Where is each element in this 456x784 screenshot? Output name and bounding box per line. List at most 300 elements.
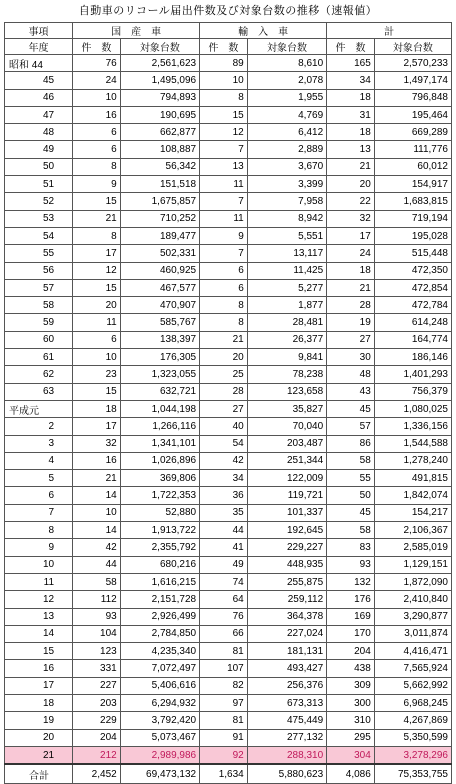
imported-units-cell: 288,310 [247, 746, 326, 764]
total-units-cell: 4,416,471 [374, 643, 451, 660]
table-row [5, 729, 452, 746]
total-units-cell: 1,544,588 [374, 435, 451, 452]
total-units-cell: 186,146 [374, 349, 451, 366]
table-row [5, 452, 452, 469]
table-row [5, 625, 452, 642]
domestic-units-cell: 1,266,116 [120, 418, 199, 435]
year-cell: 52 [5, 193, 73, 210]
total-units-cell: 2,570,233 [374, 55, 451, 72]
domestic-units-cell: 52,880 [120, 504, 199, 521]
total-units-cell: 1,497,174 [374, 72, 451, 89]
year-cell: 9 [5, 539, 73, 556]
imported-units-cell: 5,277 [247, 279, 326, 296]
header-year: 年度 [5, 39, 73, 55]
imported-count-cell: 76 [200, 608, 248, 625]
year-cell: 47 [5, 106, 73, 123]
year-cell: 10 [5, 556, 73, 573]
imported-units-cell: 251,344 [247, 452, 326, 469]
total-units-cell: 1,278,240 [374, 452, 451, 469]
year-cell: 13 [5, 608, 73, 625]
header-item: 事項 [5, 23, 73, 39]
domestic-count-cell: 15 [73, 279, 121, 296]
total-label: 合計 [5, 764, 73, 784]
year-cell: 55 [5, 245, 73, 262]
imported-units-cell: 26,377 [247, 331, 326, 348]
domestic-units-cell: 2,926,499 [120, 608, 199, 625]
domestic-units-cell: 1,616,215 [120, 573, 199, 590]
imported-count-cell: 25 [200, 366, 248, 383]
table-row [5, 400, 452, 417]
imported-count-cell: 15 [200, 106, 248, 123]
total-units-cell: 1,842,074 [374, 487, 451, 504]
total-count-cell: 20 [327, 176, 375, 193]
year-cell: 6 [5, 487, 73, 504]
domestic-count-cell: 6 [73, 124, 121, 141]
imported-count-cell: 27 [200, 400, 248, 417]
domestic-units-cell: 2,151,728 [120, 591, 199, 608]
table-row [5, 89, 452, 106]
table-footer [5, 764, 452, 784]
table-row [5, 262, 452, 279]
imported-units-cell: 122,009 [247, 470, 326, 487]
total-units-cell: 3,011,874 [374, 625, 451, 642]
year-cell: 63 [5, 383, 73, 400]
page-title: 自動車のリコール届出件数及び対象台数の推移（速報値） [78, 4, 378, 17]
domestic-units-cell: 56,342 [120, 158, 199, 175]
domestic-count-cell: 15 [73, 383, 121, 400]
header-domestic-units: 対象台数 [120, 39, 199, 55]
imported-count-cell: 92 [200, 746, 248, 764]
table-row [5, 539, 452, 556]
domestic-count-cell: 6 [73, 331, 121, 348]
year-cell: 61 [5, 349, 73, 366]
imported-count-cell: 49 [200, 556, 248, 573]
imported-units-cell: 2,078 [247, 72, 326, 89]
table-row [5, 660, 452, 677]
domestic-count-cell: 44 [73, 556, 121, 573]
imported-count-cell: 64 [200, 591, 248, 608]
domestic-count-cell: 24 [73, 72, 121, 89]
imported-count-cell: 21 [200, 331, 248, 348]
total-units-cell: 1,683,815 [374, 193, 451, 210]
total-total-units: 75,353,755 [374, 764, 451, 784]
domestic-count-cell: 6 [73, 141, 121, 158]
domestic-count-cell: 21 [73, 470, 121, 487]
total-row [5, 764, 452, 784]
table-row [5, 366, 452, 383]
domestic-units-cell: 151,518 [120, 176, 199, 193]
table-row [5, 470, 452, 487]
total-units-cell: 154,917 [374, 176, 451, 193]
total-count-cell: 170 [327, 625, 375, 642]
imported-units-cell: 28,481 [247, 314, 326, 331]
total-count-cell: 304 [327, 746, 375, 764]
imported-count-cell: 11 [200, 176, 248, 193]
total-count-cell: 18 [327, 124, 375, 141]
total-count-cell: 86 [327, 435, 375, 452]
table-row [5, 712, 452, 729]
total-units-cell: 60,012 [374, 158, 451, 175]
table-row [5, 141, 452, 158]
imported-units-cell: 673,313 [247, 694, 326, 711]
total-count-cell: 31 [327, 106, 375, 123]
table-row [5, 245, 452, 262]
imported-units-cell: 3,399 [247, 176, 326, 193]
domestic-count-cell: 331 [73, 660, 121, 677]
total-units-cell: 7,565,924 [374, 660, 451, 677]
header-domestic: 国 産 車 [73, 23, 200, 39]
imported-units-cell: 6,412 [247, 124, 326, 141]
total-count-cell: 83 [327, 539, 375, 556]
domestic-count-cell: 76 [73, 55, 121, 72]
year-cell: 58 [5, 297, 73, 314]
domestic-count-cell: 204 [73, 729, 121, 746]
total-units-cell: 1,129,151 [374, 556, 451, 573]
domestic-count-cell: 10 [73, 349, 121, 366]
domestic-count-cell: 16 [73, 106, 121, 123]
domestic-count-cell: 17 [73, 245, 121, 262]
domestic-units-cell: 3,792,420 [120, 712, 199, 729]
header-total-count: 件 数 [327, 39, 375, 55]
domestic-units-cell: 680,216 [120, 556, 199, 573]
domestic-count-cell: 14 [73, 487, 121, 504]
domestic-count-cell: 229 [73, 712, 121, 729]
domestic-units-cell: 662,877 [120, 124, 199, 141]
imported-count-cell: 11 [200, 210, 248, 227]
imported-units-cell: 35,827 [247, 400, 326, 417]
table-row [5, 314, 452, 331]
imported-count-cell: 28 [200, 383, 248, 400]
imported-units-cell: 8,942 [247, 210, 326, 227]
table-row [5, 694, 452, 711]
imported-count-cell: 8 [200, 89, 248, 106]
total-count-cell: 93 [327, 556, 375, 573]
domestic-count-cell: 14 [73, 522, 121, 539]
domestic-units-cell: 2,355,792 [120, 539, 199, 556]
year-cell: 56 [5, 262, 73, 279]
domestic-units-cell: 1,323,055 [120, 366, 199, 383]
total-count-cell: 32 [327, 210, 375, 227]
domestic-units-cell: 794,893 [120, 89, 199, 106]
domestic-units-cell: 7,072,497 [120, 660, 199, 677]
domestic-units-cell: 2,989,986 [120, 746, 199, 764]
total-units-cell: 796,848 [374, 89, 451, 106]
domestic-units-cell: 1,495,096 [120, 72, 199, 89]
domestic-count-cell: 123 [73, 643, 121, 660]
imported-units-cell: 1,955 [247, 89, 326, 106]
table-row [5, 608, 452, 625]
domestic-units-cell: 467,577 [120, 279, 199, 296]
table-row [5, 643, 452, 660]
imported-units-cell: 7,958 [247, 193, 326, 210]
total-units-cell: 2,106,367 [374, 522, 451, 539]
total-units-cell: 1,080,025 [374, 400, 451, 417]
total-units-cell: 1,401,293 [374, 366, 451, 383]
total-count-cell: 27 [327, 331, 375, 348]
imported-count-cell: 6 [200, 279, 248, 296]
year-cell: 平成元 [5, 400, 73, 417]
imported-count-cell: 91 [200, 729, 248, 746]
domestic-count-cell: 212 [73, 746, 121, 764]
total-units-cell: 719,194 [374, 210, 451, 227]
year-cell: 19 [5, 712, 73, 729]
total-count-cell: 18 [327, 89, 375, 106]
domestic-units-cell: 710,252 [120, 210, 199, 227]
imported-count-cell: 81 [200, 643, 248, 660]
imported-units-cell: 227,024 [247, 625, 326, 642]
imported-units-cell: 13,117 [247, 245, 326, 262]
total-units-cell: 5,350,599 [374, 729, 451, 746]
total-count-cell: 30 [327, 349, 375, 366]
table-row [5, 331, 452, 348]
imported-units-cell: 3,670 [247, 158, 326, 175]
domestic-count-cell: 104 [73, 625, 121, 642]
domestic-units-cell: 138,397 [120, 331, 199, 348]
total-units-cell: 669,289 [374, 124, 451, 141]
total-count-cell: 58 [327, 452, 375, 469]
table-row [5, 522, 452, 539]
year-cell: 51 [5, 176, 73, 193]
total-units-cell: 195,464 [374, 106, 451, 123]
domestic-count-cell: 8 [73, 158, 121, 175]
table-row [5, 124, 452, 141]
domestic-count-cell: 8 [73, 227, 121, 244]
domestic-units-cell: 1,675,857 [120, 193, 199, 210]
domestic-count-cell: 112 [73, 591, 121, 608]
year-cell: 11 [5, 573, 73, 590]
total-domestic-count: 2,452 [73, 764, 121, 784]
domestic-count-cell: 18 [73, 400, 121, 417]
domestic-units-cell: 1,026,896 [120, 452, 199, 469]
domestic-units-cell: 460,925 [120, 262, 199, 279]
total-units-cell: 1,872,090 [374, 573, 451, 590]
domestic-count-cell: 21 [73, 210, 121, 227]
table-row [5, 297, 452, 314]
table-row [5, 210, 452, 227]
domestic-units-cell: 2,561,623 [120, 55, 199, 72]
year-cell: 59 [5, 314, 73, 331]
imported-count-cell: 66 [200, 625, 248, 642]
imported-count-cell: 9 [200, 227, 248, 244]
table-row [5, 677, 452, 694]
year-cell: 14 [5, 625, 73, 642]
domestic-units-cell: 5,406,616 [120, 677, 199, 694]
total-count-cell: 13 [327, 141, 375, 158]
imported-count-cell: 97 [200, 694, 248, 711]
total-units-cell: 4,267,869 [374, 712, 451, 729]
year-cell: 46 [5, 89, 73, 106]
total-units-cell: 3,290,877 [374, 608, 451, 625]
total-count-cell: 132 [327, 573, 375, 590]
table-row [5, 193, 452, 210]
total-units-cell: 5,662,992 [374, 677, 451, 694]
imported-units-cell: 192,645 [247, 522, 326, 539]
year-cell: 20 [5, 729, 73, 746]
year-cell: 3 [5, 435, 73, 452]
year-cell: 17 [5, 677, 73, 694]
total-count-cell: 45 [327, 400, 375, 417]
total-units-cell: 164,774 [374, 331, 451, 348]
domestic-units-cell: 6,294,932 [120, 694, 199, 711]
domestic-units-cell: 632,721 [120, 383, 199, 400]
year-cell: 昭和 44 [5, 55, 73, 72]
total-count-cell: 176 [327, 591, 375, 608]
year-cell: 60 [5, 331, 73, 348]
table-row [5, 591, 452, 608]
domestic-units-cell: 369,806 [120, 470, 199, 487]
table-row [5, 573, 452, 590]
table-row [5, 227, 452, 244]
total-total-count: 4,086 [327, 764, 375, 784]
imported-count-cell: 35 [200, 504, 248, 521]
domestic-units-cell: 176,305 [120, 349, 199, 366]
domestic-units-cell: 585,767 [120, 314, 199, 331]
total-count-cell: 22 [327, 193, 375, 210]
domestic-count-cell: 11 [73, 314, 121, 331]
domestic-units-cell: 1,044,198 [120, 400, 199, 417]
domestic-count-cell: 10 [73, 89, 121, 106]
total-count-cell: 55 [327, 470, 375, 487]
imported-units-cell: 11,425 [247, 262, 326, 279]
year-cell: 49 [5, 141, 73, 158]
total-count-cell: 18 [327, 262, 375, 279]
total-units-cell: 472,784 [374, 297, 451, 314]
total-units-cell: 1,336,156 [374, 418, 451, 435]
total-count-cell: 169 [327, 608, 375, 625]
total-units-cell: 195,028 [374, 227, 451, 244]
header-imported-count: 件 数 [200, 39, 248, 55]
total-units-cell: 614,248 [374, 314, 451, 331]
imported-units-cell: 181,131 [247, 643, 326, 660]
imported-count-cell: 12 [200, 124, 248, 141]
imported-count-cell: 10 [200, 72, 248, 89]
table-row [5, 279, 452, 296]
domestic-count-cell: 58 [73, 573, 121, 590]
total-count-cell: 45 [327, 504, 375, 521]
total-count-cell: 165 [327, 55, 375, 72]
total-count-cell: 57 [327, 418, 375, 435]
table-row [5, 72, 452, 89]
total-count-cell: 43 [327, 383, 375, 400]
total-count-cell: 204 [327, 643, 375, 660]
domestic-units-cell: 470,907 [120, 297, 199, 314]
total-units-cell: 154,217 [374, 504, 451, 521]
imported-units-cell: 259,112 [247, 591, 326, 608]
year-cell: 62 [5, 366, 73, 383]
table-body [5, 55, 452, 765]
domestic-count-cell: 10 [73, 504, 121, 521]
domestic-units-cell: 2,784,850 [120, 625, 199, 642]
domestic-count-cell: 23 [73, 366, 121, 383]
total-count-cell: 48 [327, 366, 375, 383]
domestic-units-cell: 1,341,101 [120, 435, 199, 452]
imported-units-cell: 2,889 [247, 141, 326, 158]
domestic-count-cell: 12 [73, 262, 121, 279]
total-count-cell: 438 [327, 660, 375, 677]
total-units-cell: 2,410,840 [374, 591, 451, 608]
domestic-count-cell: 20 [73, 297, 121, 314]
table-header [5, 23, 452, 55]
domestic-count-cell: 32 [73, 435, 121, 452]
imported-count-cell: 34 [200, 470, 248, 487]
imported-count-cell: 89 [200, 55, 248, 72]
total-imported-units: 5,880,623 [247, 764, 326, 784]
total-count-cell: 50 [327, 487, 375, 504]
imported-count-cell: 8 [200, 297, 248, 314]
total-count-cell: 21 [327, 279, 375, 296]
year-cell: 50 [5, 158, 73, 175]
domestic-count-cell: 16 [73, 452, 121, 469]
imported-count-cell: 36 [200, 487, 248, 504]
total-count-cell: 58 [327, 522, 375, 539]
table-row [5, 418, 452, 435]
year-cell: 21 [5, 746, 73, 764]
table-row [5, 556, 452, 573]
year-cell: 54 [5, 227, 73, 244]
total-count-cell: 309 [327, 677, 375, 694]
imported-units-cell: 123,658 [247, 383, 326, 400]
table-row [5, 55, 452, 72]
domestic-count-cell: 203 [73, 694, 121, 711]
domestic-count-cell: 93 [73, 608, 121, 625]
table-row [5, 349, 452, 366]
total-count-cell: 24 [327, 245, 375, 262]
total-units-cell: 472,854 [374, 279, 451, 296]
domestic-count-cell: 9 [73, 176, 121, 193]
imported-count-cell: 6 [200, 262, 248, 279]
recall-table [4, 22, 452, 784]
year-cell: 2 [5, 418, 73, 435]
domestic-count-cell: 17 [73, 418, 121, 435]
table-row [5, 158, 452, 175]
total-count-cell: 300 [327, 694, 375, 711]
imported-units-cell: 256,376 [247, 677, 326, 694]
imported-count-cell: 7 [200, 193, 248, 210]
imported-units-cell: 9,841 [247, 349, 326, 366]
imported-units-cell: 493,427 [247, 660, 326, 677]
total-units-cell: 3,278,296 [374, 746, 451, 764]
imported-units-cell: 203,487 [247, 435, 326, 452]
domestic-units-cell: 189,477 [120, 227, 199, 244]
year-cell: 12 [5, 591, 73, 608]
total-units-cell: 2,585,019 [374, 539, 451, 556]
year-cell: 5 [5, 470, 73, 487]
total-count-cell: 295 [327, 729, 375, 746]
imported-count-cell: 20 [200, 349, 248, 366]
total-units-cell: 6,968,245 [374, 694, 451, 711]
imported-units-cell: 229,227 [247, 539, 326, 556]
imported-units-cell: 4,769 [247, 106, 326, 123]
domestic-count-cell: 15 [73, 193, 121, 210]
year-cell: 7 [5, 504, 73, 521]
table-row [5, 106, 452, 123]
imported-count-cell: 8 [200, 314, 248, 331]
year-cell: 16 [5, 660, 73, 677]
domestic-units-cell: 1,722,353 [120, 487, 199, 504]
domestic-units-cell: 190,695 [120, 106, 199, 123]
table-row [5, 383, 452, 400]
table-row [5, 435, 452, 452]
total-units-cell: 472,350 [374, 262, 451, 279]
year-cell: 15 [5, 643, 73, 660]
imported-count-cell: 54 [200, 435, 248, 452]
year-cell: 45 [5, 72, 73, 89]
total-count-cell: 28 [327, 297, 375, 314]
imported-count-cell: 13 [200, 158, 248, 175]
imported-units-cell: 101,337 [247, 504, 326, 521]
total-domestic-units: 69,473,132 [120, 764, 199, 784]
domestic-units-cell: 1,913,722 [120, 522, 199, 539]
